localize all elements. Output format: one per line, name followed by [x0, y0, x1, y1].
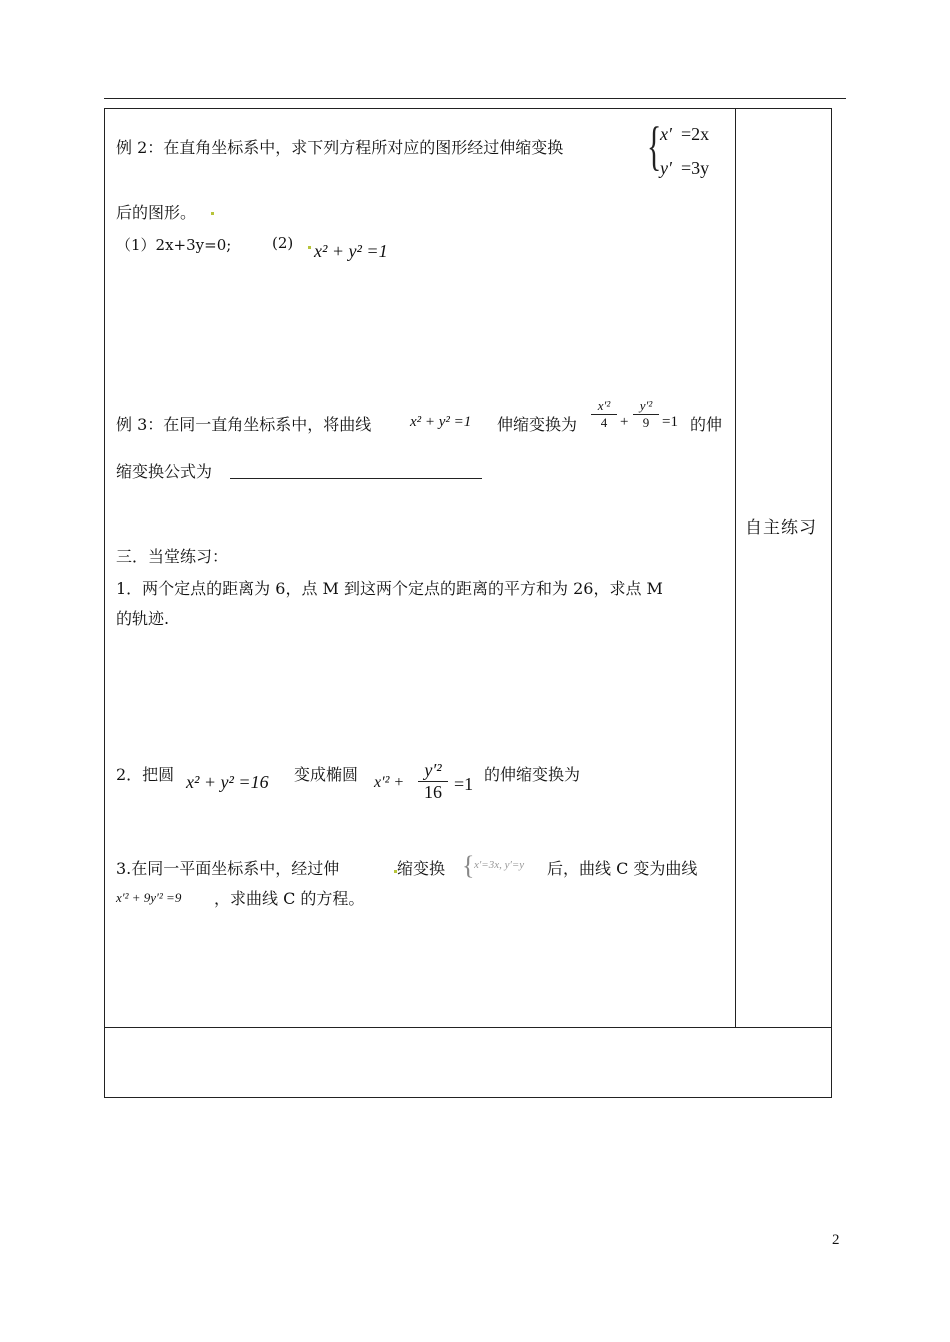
- section3-title: 三．当堂练习：: [116, 547, 229, 566]
- header-rule: [104, 98, 846, 99]
- ex2-brace: {: [647, 116, 662, 176]
- ex2-transform-x-lhs: x′: [660, 124, 672, 144]
- ex3-frac1-num: x′²: [597, 398, 611, 413]
- ex3-frac2-num: y′²: [639, 398, 653, 413]
- ex2-part2-equation: x² + y² =1: [314, 241, 388, 261]
- q3-line1-c: 后，曲线 C 变为曲线: [547, 859, 698, 878]
- q2-frac-num: y′²: [424, 760, 442, 780]
- ex2-transform-x-rhs: =2x: [681, 124, 710, 144]
- q2-tail: 的伸缩变换为: [484, 765, 581, 784]
- ex3-frac1-den: 4: [600, 415, 608, 430]
- q3-transform: x′=3x, y′=y: [474, 859, 525, 871]
- ex2-transform-y-lhs: y′: [660, 158, 672, 178]
- page-number: 2: [832, 1232, 840, 1248]
- q2-ellipse-lhs: x′² +: [374, 774, 405, 791]
- ex3-tail: 的伸: [690, 415, 723, 434]
- q2-frac-den: 16: [424, 782, 442, 802]
- q3-line2: ，求曲线 C 的方程。: [214, 889, 365, 908]
- q2-circle: x² + y² =16: [186, 772, 269, 792]
- ex2-transform-y-rhs: =3y: [681, 158, 710, 178]
- q2-prefix: 2．把圆: [116, 765, 175, 784]
- ex2-part1: （1）2x+3y=0;: [116, 236, 232, 254]
- ex2-after: 后的图形。: [116, 203, 197, 222]
- ex3-frac2-den: 9: [642, 415, 650, 430]
- ex2-part2-label: (2): [272, 234, 294, 252]
- q2-mid: 变成椭圆: [294, 765, 359, 784]
- q3-line1-b: 缩变换: [397, 859, 446, 878]
- ex3-eq-one: =1: [662, 414, 678, 430]
- q2-fraction: [418, 760, 448, 803]
- lesson-table: [104, 108, 832, 1098]
- q1-line2: 的轨迹.: [116, 609, 170, 628]
- ex3-curve: x² + y² =1: [410, 414, 472, 430]
- q1-line1: 1．两个定点的距离为 6，点 M 到这两个定点的距离的平方和为 26，求点 M: [116, 579, 663, 598]
- artifact-dot: [308, 246, 311, 249]
- artifact-dot: [211, 212, 214, 215]
- side-label: 自主练习: [745, 518, 817, 538]
- q3-brace: {: [462, 851, 475, 880]
- ex3-intro: 例 3：在同一直角坐标系中，将曲线: [116, 415, 372, 434]
- ex3-fraction-x: [591, 398, 617, 431]
- ex3-plus: +: [620, 414, 629, 430]
- ex3-fraction-y: [633, 398, 659, 431]
- q2-eq-one: =1: [454, 774, 474, 794]
- answer-blank[interactable]: [230, 478, 482, 479]
- ex3-mid: 伸缩变换为: [497, 415, 578, 434]
- q3-curve: x′² + 9y′² =9: [116, 890, 182, 905]
- q3-line1-a: 3.在同一平面坐标系中，经过伸: [116, 859, 340, 878]
- column-divider: [735, 109, 736, 1027]
- row-divider: [105, 1027, 831, 1028]
- ex2-intro: 例 2：在直角坐标系中，求下列方程所对应的图形经过伸缩变换: [116, 138, 564, 157]
- ex3-line2: 缩变换公式为: [116, 462, 213, 481]
